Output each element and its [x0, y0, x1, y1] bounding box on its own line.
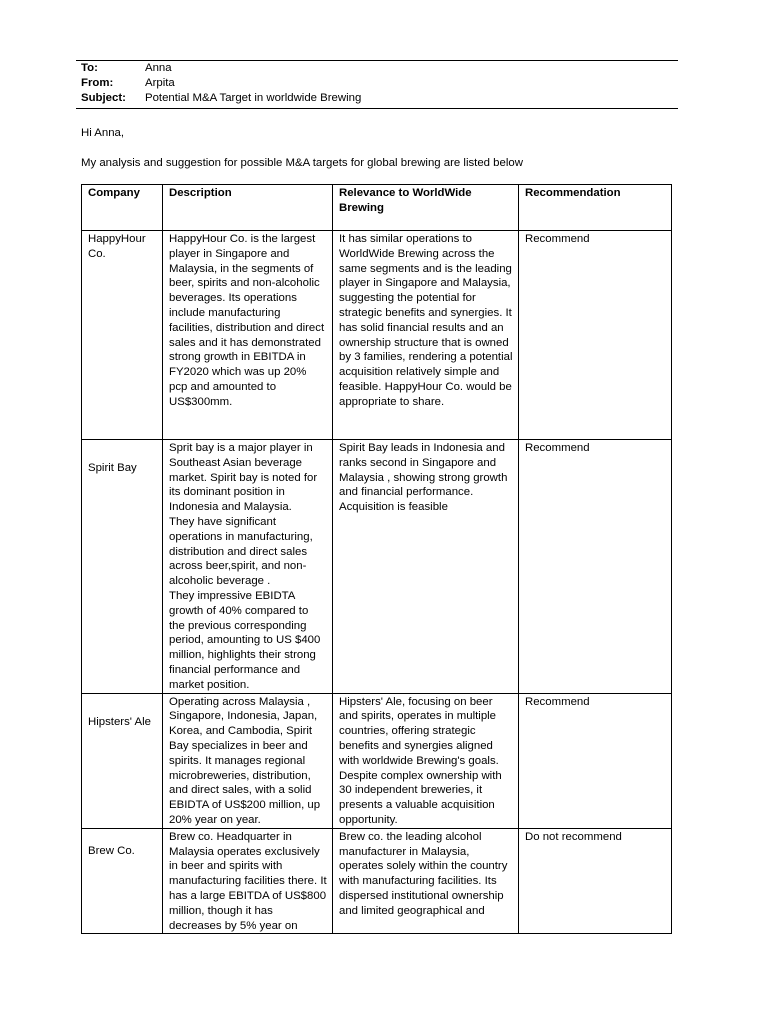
company-cell	[82, 693, 163, 828]
company-cell	[82, 828, 163, 934]
table-header-row	[82, 185, 672, 231]
recommendation-cell: Do not recommend	[519, 828, 672, 934]
from-label: From:	[81, 77, 114, 90]
memo-to-row	[81, 61, 361, 76]
table-row	[82, 828, 672, 934]
description-part: They have significant operations in manufacturing, distribution and direct sales across beer,spirit, and non-alcoholic beverage .	[169, 515, 313, 588]
memo-bottom-rule	[76, 108, 678, 109]
memo-header	[81, 61, 361, 107]
table-row	[82, 440, 672, 694]
header-recommendation: Recommendation	[519, 185, 672, 231]
to-value: Anna	[145, 62, 172, 74]
company-name: Spirit Bay	[88, 462, 137, 474]
recommendation-cell: Recommend	[519, 231, 672, 440]
relevance-cell: Hipsters' Ale, focusing on beer and spirits, operates in multiple countries, offering strategic benefits and synergies aligned with worldwide Brewing's goals. Despite complex ownership with 30 independent breweries, it presents a valuable acquisition opportunity.	[333, 693, 519, 828]
greeting: Hi Anna,	[81, 127, 125, 139]
header-company: Company	[82, 185, 163, 231]
table-row	[82, 231, 672, 440]
relevance-cell: Spirit Bay leads in Indonesia and ranks second in Singapore and Malaysia , showing strong growth and financial performance. Acquisition is feasible	[333, 440, 519, 694]
header-relevance: Relevance to WorldWide Brewing	[333, 185, 519, 231]
company-cell	[82, 440, 163, 694]
to-label: To:	[81, 62, 98, 74]
relevance-cell: Brew co. the leading alcohol manufacturer in Malaysia, operates solely within the country with manufacturing facilities. Its dispersed institutional ownership and limited geographical and	[333, 828, 519, 934]
company-name: HappyHour Co.	[88, 233, 146, 260]
from-value: Arpita	[145, 77, 175, 90]
recommendation-cell: Recommend	[519, 440, 672, 694]
company-cell	[82, 231, 163, 440]
intro-paragraph: My analysis and suggestion for possible M&A targets for global brewing are listed below	[81, 157, 523, 169]
memo-subject-row	[81, 91, 361, 106]
header-description: Description	[163, 185, 333, 231]
description-part: They impressive EBIDTA growth of 40% compared to the previous corresponding period, amounting to US $400 million, highlights their strong financial performance and market position.	[169, 589, 321, 691]
table-row	[82, 693, 672, 828]
relevance-cell: It has similar operations to WorldWide Brewing across the same segments and is the leading player in Singapore and Malaysia, suggesting the potential for strategic benefits and synergies. It has solid financial results and an ownership structure that is owned by 3 families, rendering a potential acquisition relatively simple and feasible. HappyHour Co. would be appropriate to share.	[333, 231, 519, 440]
memo-from-row	[81, 76, 361, 91]
description-cell: HappyHour Co. is the largest player in Singapore and Malaysia, in the segments of beer, spirits and non-alcoholic beverages. Its operations include manufacturing facilities, distribution and direct sales and it has demonstrated strong growth in EBITDA in FY2020 which was up 20% pcp and amounted to US$300mm.	[163, 231, 333, 440]
subject-label: Subject:	[81, 92, 126, 105]
ma-targets-table	[81, 184, 672, 934]
recommendation-cell: Recommend	[519, 693, 672, 828]
subject-value: Potential M&A Target in worldwide Brewing	[145, 92, 362, 105]
description-cell	[163, 440, 333, 694]
company-name: Hipsters' Ale	[88, 715, 151, 728]
description-cell: Brew co. Headquarter in Malaysia operates exclusively in beer and spirits with manufacturing facilities there. It has a large EBITDA of US$800 million, though it has decreases by 5% year on	[163, 828, 333, 934]
company-name: Brew Co.	[88, 844, 135, 857]
description-cell: Operating across Malaysia , Singapore, Indonesia, Japan, Korea, and Cambodia, Spirit Bay specializes in beer and spirits. It manages regional microbreweries, distribution, and direct sales, with a solid EBIDTA of US$200 million, up 20% year on year.	[163, 693, 333, 828]
description-part: Sprit bay is a major player in Southeast Asian beverage market. Spirit bay is noted for its dominant position in Indonesia and Malaysia.	[169, 442, 318, 514]
